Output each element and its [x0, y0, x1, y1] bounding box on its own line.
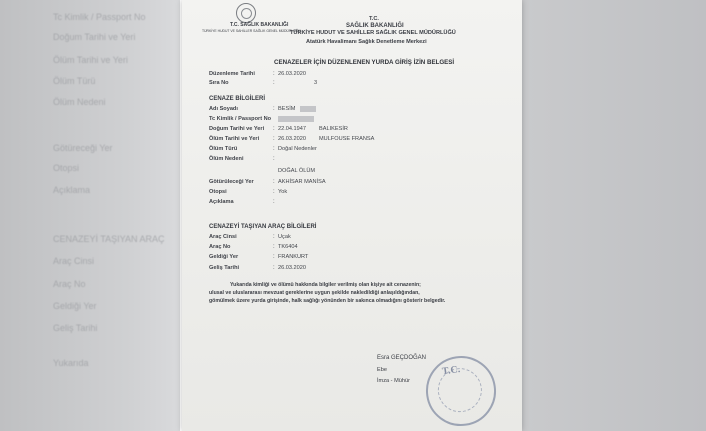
deceased-section-title: CENAZE BİLGİLERİ — [209, 96, 266, 102]
logo-subtitle: TÜRKİYE HUDUT VE SAHİLLER SAĞLIK GENEL MÜDÜRLÜĞÜ — [202, 29, 301, 33]
header-tc: T.C. — [369, 16, 379, 22]
background-document-left — [0, 0, 180, 431]
bg-line: Araç Cinsi — [53, 256, 95, 266]
bg-line: Ölüm Nedeni — [53, 97, 106, 107]
seq-value: 3 — [314, 80, 318, 86]
from-value: FRANKURT — [278, 254, 309, 260]
stamp-text: T.C. — [441, 363, 461, 378]
birth-place: BALIKESİR — [319, 126, 348, 132]
death-type-label: Ölüm Türü — [209, 146, 238, 152]
official-stamp-icon — [421, 351, 500, 430]
signer-title: Ebe — [377, 367, 387, 373]
arrival-value: 26.03.2020 — [278, 265, 306, 271]
vehicle-no-value: TK6404 — [278, 244, 298, 250]
from-label: Geldiği Yer — [209, 254, 239, 260]
bg-line: Tc Kimlik / Passport No — [53, 12, 146, 22]
colon: : — [273, 265, 275, 271]
colon: : — [273, 156, 275, 162]
colon: : — [273, 234, 275, 240]
death-date: 26.03.2020 — [278, 136, 306, 142]
arrival-label: Geliş Tarihi — [209, 265, 240, 271]
logo-title: T.C. SAĞLIK BAKANLIĞI — [230, 22, 289, 28]
colon: : — [273, 80, 275, 86]
header-center: Atatürk Havalimanı Sağlık Denetleme Merkezi — [306, 39, 427, 45]
destination-value: AKHİSAR MANİSA — [278, 179, 326, 185]
permit-document — [182, 0, 522, 431]
name-label: Adı Soyadı — [209, 106, 238, 112]
bg-line: Araç No — [53, 279, 86, 289]
colon: : — [273, 146, 275, 152]
redaction-bar — [300, 106, 316, 112]
bg-line: Otopsi — [53, 163, 80, 173]
bg-line: CENAZEYİ TAŞIYAN ARAÇ — [53, 234, 165, 244]
colon: : — [273, 126, 275, 132]
autopsy-label: Otopsi — [209, 189, 227, 195]
issue-date-label: Düzenleme Tarihi — [209, 71, 255, 77]
statement-line-3: gömülmek üzere yurda girişinde, halk sağlığı yönünden bir sakınca olmadığını gösterir belgedir. — [209, 298, 446, 304]
colon: : — [273, 71, 275, 77]
death-cause-value: DOĞAL ÖLÜM — [278, 168, 316, 174]
bg-line: Doğum Tarihi ve Yeri — [53, 32, 136, 42]
death-type-value: Doğal Nedenler — [278, 146, 317, 152]
name-value: BESİM — [278, 106, 296, 112]
colon: : — [273, 179, 275, 185]
bg-line: Ölüm Türü — [53, 76, 96, 86]
ministry-logo-icon — [236, 3, 256, 23]
statement-line-1: Yukarıda kimliği ve ölümü hakkında bilgiler verilmiş olan kişiye ait cenazenin; — [230, 282, 421, 288]
bg-line: Ölüm Tarihi ve Yeri — [53, 55, 128, 65]
seq-label: Sıra No — [209, 80, 229, 86]
vehicle-section-title: CENAZEYİ TAŞIYAN ARAÇ BİLGİLERİ — [209, 224, 317, 230]
death-place: MULFOUSE FRANSA — [319, 136, 375, 142]
destination-label: Götürüleceği Yer — [209, 179, 254, 185]
bg-line: Götüreceği Yer — [53, 143, 113, 153]
death-cause-label: Ölüm Nedeni — [209, 156, 244, 162]
note-label: Açıklama — [209, 199, 234, 205]
colon: : — [273, 244, 275, 250]
bg-line: Açıklama — [53, 185, 91, 195]
bg-line: Geldiği Yer — [53, 301, 97, 311]
header-directorate: TÜRKİYE HUDUT VE SAHİLLER SAĞLIK GENEL MÜDÜRLÜĞÜ — [290, 30, 456, 36]
colon: : — [273, 254, 275, 260]
colon: : — [273, 189, 275, 195]
colon: : — [273, 106, 275, 112]
bg-line: Geliş Tarihi — [53, 323, 98, 333]
issue-date-value: 26.03.2020 — [278, 71, 306, 77]
vehicle-type-label: Araç Cinsi — [209, 234, 237, 240]
vehicle-type-value: Uçak — [278, 234, 291, 240]
signer-name: Esra GEÇDOĞAN — [377, 355, 427, 361]
background-document-right — [520, 0, 706, 431]
header-ministry: SAĞLIK BAKANLIĞI — [346, 23, 404, 29]
id-label: Tc Kimlik / Passport No — [209, 116, 272, 122]
colon: : — [273, 199, 275, 205]
autopsy-value: Yok — [278, 189, 288, 195]
redaction-bar — [278, 116, 314, 122]
colon: : — [273, 136, 275, 142]
bg-line: Yukarıda — [53, 358, 89, 368]
vehicle-no-label: Araç No — [209, 244, 231, 250]
death-label: Ölüm Tarihi ve Yeri — [209, 136, 260, 142]
document-title: CENAZELER İÇİN DÜZENLENEN YURDA GİRİŞ İZİN BELGESİ — [274, 59, 455, 66]
statement-line-2: ulusal ve uluslararası mevzuat gereklerine uygun şekilde nakledildiği anlaşıldığından, — [209, 290, 420, 296]
birth-label: Doğum Tarihi ve Yeri — [209, 126, 265, 132]
birth-date: 22.04.1947 — [278, 126, 306, 132]
signature-label: İmza - Mühür — [377, 378, 410, 384]
